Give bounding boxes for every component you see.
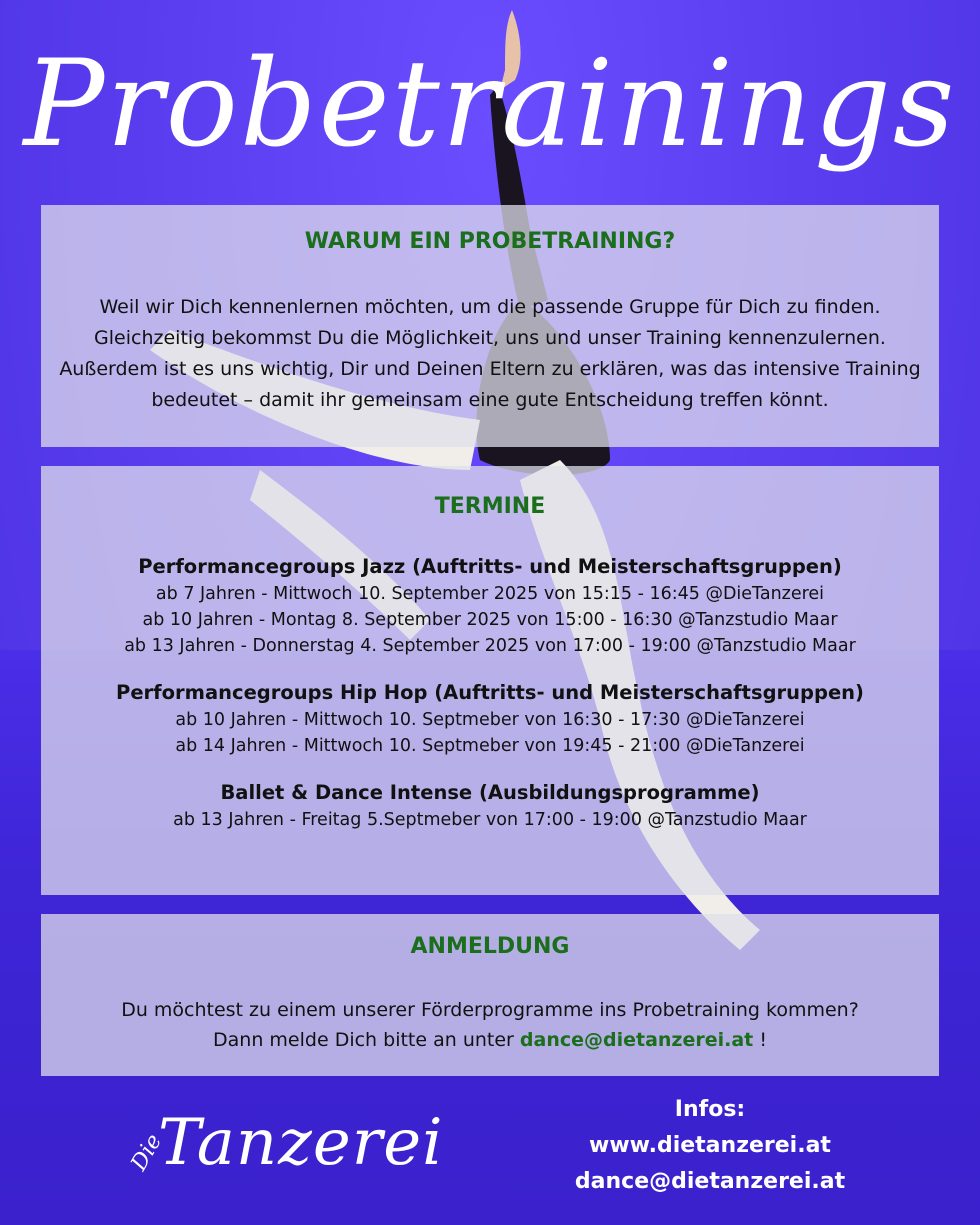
schedule-line: ab 13 Jahren - Donnerstag 4. September 2025 von 17:00 - 19:00 @Tanzstudio Maar <box>124 636 856 656</box>
termine-group-jazz <box>41 553 939 659</box>
anmeldung-line2-suffix: ! <box>759 1029 767 1051</box>
why-panel <box>41 205 939 447</box>
schedule-line: ab 13 Jahren - Freitag 5.Septmeber von 17:00 - 19:00 @Tanzstudio Maar <box>173 810 807 830</box>
anmeldung-line1: Du möchtest zu einem unserer Förderprogramme ins Probetraining kommen? <box>121 999 859 1021</box>
anmeldung-heading: ANMELDUNG <box>410 934 570 959</box>
anmeldung-line2-prefix: Dann melde Dich bitte an unter <box>213 1029 514 1051</box>
page-title: Probetrainings <box>23 35 957 174</box>
infos-block <box>540 1092 880 1200</box>
termine-heading: TERMINE <box>434 494 546 519</box>
infos-label: Infos: <box>674 1097 746 1122</box>
anmeldung-email-link[interactable]: dance@dietanzerei.at <box>519 1029 754 1051</box>
termine-panel <box>41 466 939 895</box>
group-title: Ballet & Dance Intense (Ausbildungsprogramme) <box>220 781 760 804</box>
why-text: Weil wir Dich kennenlernen möchten, um die passende Gruppe für Dich zu finden. Gleichzeitig bekommst Du die Möglichkeit, uns und unser Training kennenzulernen. Außerdem ist es uns wichtig, Dir und Deinen Eltern zu erklären, was das intensive Training bedeutet – damit ihr gemeinsam eine gute Entscheidung treffen könnt. <box>59 296 921 411</box>
schedule-line: ab 10 Jahren - Montag 8. September 2025 von 15:00 - 16:30 @Tanzstudio Maar <box>142 610 838 630</box>
group-title: Performancegroups Jazz (Auftritts- und Meisterschaftsgruppen) <box>138 555 842 578</box>
anmeldung-panel <box>41 914 939 1076</box>
tanzerei-logo <box>126 1100 444 1210</box>
anmeldung-text <box>41 995 939 1055</box>
logo-name: Tanzerei <box>158 1106 444 1180</box>
group-title: Performancegroups Hip Hop (Auftritts- und Meisterschaftsgruppen) <box>116 681 864 704</box>
termine-group-hiphop <box>41 679 939 759</box>
schedule-line: ab 14 Jahren - Mittwoch 10. Septmeber von 19:45 - 21:00 @DieTanzerei <box>175 736 805 756</box>
termine-group-ballet <box>41 779 939 833</box>
schedule-line: ab 10 Jahren - Mittwoch 10. Septmeber von 16:30 - 17:30 @DieTanzerei <box>175 710 805 730</box>
infos-email-link[interactable]: dance@dietanzerei.at <box>574 1169 846 1194</box>
website-link[interactable]: www.dietanzerei.at <box>589 1133 831 1158</box>
logo-die: Die <box>126 1129 168 1176</box>
why-heading: WARUM EIN PROBETRAINING? <box>304 229 676 254</box>
schedule-line: ab 7 Jahren - Mittwoch 10. September 2025 von 15:15 - 16:45 @DieTanzerei <box>155 584 825 604</box>
